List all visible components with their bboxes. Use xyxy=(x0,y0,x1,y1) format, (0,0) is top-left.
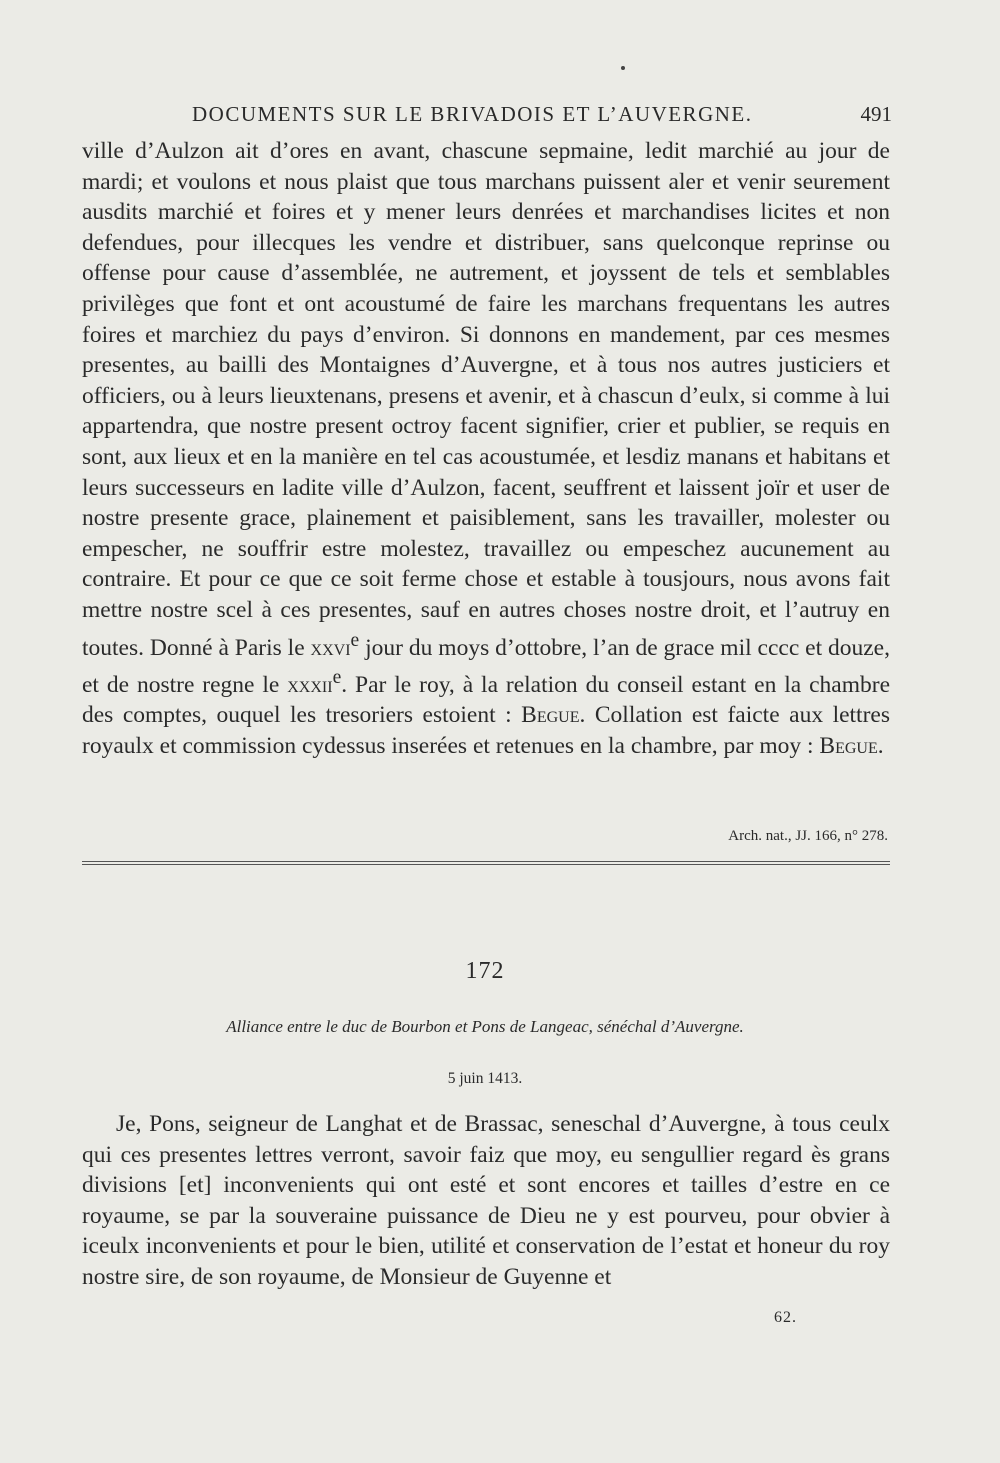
day-superscript: e xyxy=(350,629,360,651)
paragraph-body: Je, Pons, seigneur de Langhat et de Brassac, seneschal d’Auvergne, à tous ceulx qui ces presentes lettres verront, savoir faiz que moy, eu sengullier regard ès grans divisions [et] inconvenients qui ont esté et sont encores et tailles d’estre en ce royaume, se par la souveraine puissance de Dieu ne y est pourveu, pour obvier à iceulx inconvenients et pour le bien, utilité et conservation de l’estat et honeur du roy nostre sire, de son royaume, de Monsieur de Guyenne et xyxy=(82,1111,890,1290)
main-text-block xyxy=(82,136,890,762)
page-number: 491 xyxy=(860,102,892,126)
archive-reference: Arch. nat., JJ. 166, n° 278. xyxy=(728,828,888,844)
paragraph-text: jour du moys d’ottobre, l’an de grace mil cccc et douze, et de nostre regne le xyxy=(82,634,890,698)
signer-name: Begue xyxy=(819,732,878,759)
signer-name: Begue xyxy=(521,702,580,729)
paragraph-text: ville d’Aulzon ait d’ores en avant, chascune sepmaine, ledit marchié au jour de mardi; et voulons et nous plaist que tous marchans puissent aler et venir seurement ausdits marchié et foires et y mener leurs denrées et marchandises licites et non defendues, pour illecques les vendre et distribuer, sans quelconque reprinse ou offense pour cause d’assemblée, ne autrement, et joyssent de tels et semblables privilèges que font et ont acoustumé de faire les marchans frequentans les autres foires et marchiez du pays d’environ. Si donnons en mandement, par ces mesmes presentes, au bailli des Montaignes d’Auvergne, et à tous nos autres justiciers et officiers, ou à leurs lieuxtenans, presens et avenir, et à chascun d’eulx, si comme à lui appartendra, que nostre present octroy facent signifier, crier et publier, se requis en sont, aux lieux et en la manière en tel cas acoustumée, et lesdiz manans et habitans et leurs successeurs en ladite ville d’Aulzon, facent, seuffrent et laissent joïr et user de nostre presente grace, plainement et paisiblement, sans les travailler, molester ou empescher, ne souffrir estre molestez, travaillez ou empeschez aucunement au contraire. Et pour ce que ce soit ferme chose et estable à tousjours, nous avons fait mettre nostre scel à ces presentes, sauf en autres choses nostre droit, et l’autruy en toutes. Donné à Paris le xyxy=(82,138,890,661)
year-numeral: xxxii xyxy=(287,671,333,698)
paragraph-text: . Par le roy, à la relation du conseil estant en la chambre des comptes, ouquel les tresoriers estoient : xyxy=(82,671,890,729)
year-superscript: e xyxy=(332,666,342,688)
signature-mark: 62. xyxy=(774,1309,797,1326)
document-text-block xyxy=(82,1109,890,1293)
paragraph-text: . xyxy=(877,732,884,759)
paragraph-text: . Collation est faicte aux lettres royaulx et commission cydessus inserées et retenues en la chambre, par moy : xyxy=(82,702,890,759)
running-header xyxy=(80,94,892,134)
divider-rule xyxy=(82,861,890,862)
running-title: DOCUMENTS SUR LE BRIVADOIS ET L’AUVERGNE. xyxy=(192,102,753,126)
paragraph-continuation xyxy=(82,136,890,762)
document-title: Alliance entre le duc de Bourbon et Pons de Langeac, sénéchal d’Auvergne. xyxy=(226,1017,744,1036)
day-numeral: xxvi xyxy=(310,634,351,661)
ink-dot xyxy=(621,66,625,70)
divider-rule xyxy=(82,864,890,865)
document-date: 5 juin 1413. xyxy=(447,1070,523,1087)
document-number: 172 xyxy=(465,958,505,984)
